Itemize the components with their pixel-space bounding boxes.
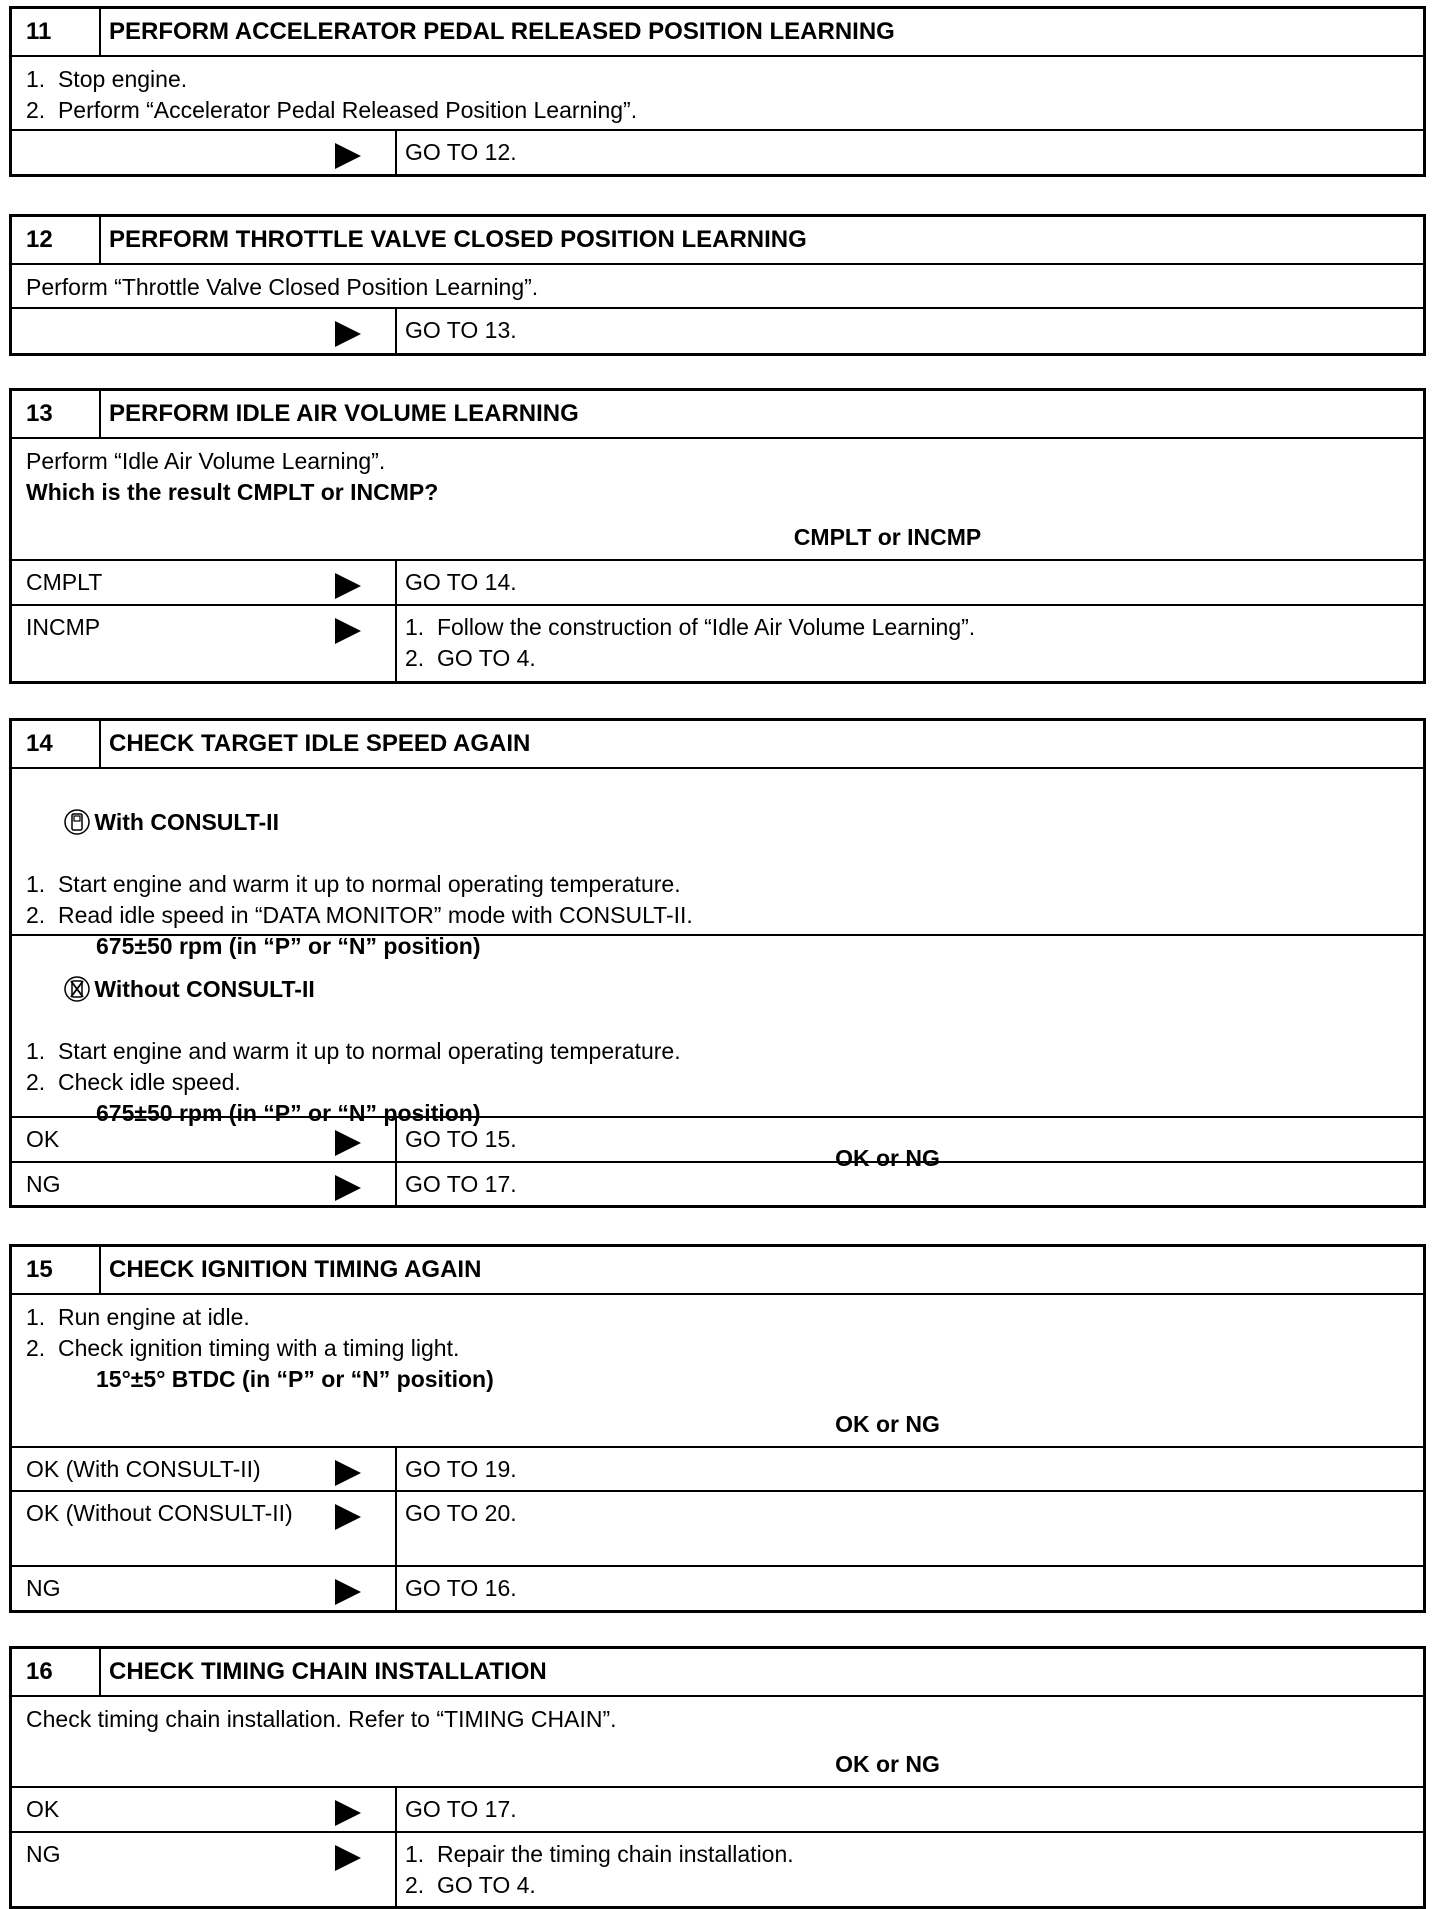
result-condition <box>12 1567 397 1610</box>
result-condition <box>12 309 397 353</box>
right-triangle-arrow-icon <box>335 1800 361 1826</box>
with-consult-label: With CONSULT-II <box>94 809 279 835</box>
right-triangle-arrow-icon <box>335 143 361 169</box>
judgement-label: OK or NG <box>835 1751 940 1777</box>
right-triangle-arrow-icon <box>335 618 361 644</box>
step-14-table <box>9 718 1426 1208</box>
result-row <box>12 1786 1423 1831</box>
spec-value: 675±50 rpm (in “P” or “N” position) <box>96 1100 481 1126</box>
result-row <box>12 1161 1423 1205</box>
result-row <box>12 1490 1423 1565</box>
step-number: 16 <box>12 1649 101 1695</box>
goto-link[interactable]: GO TO 13. <box>405 317 517 343</box>
step-11-table <box>9 6 1426 177</box>
question-text: Which is the result CMPLT or INCMP? <box>26 479 439 505</box>
right-triangle-arrow-icon <box>335 1130 361 1156</box>
step-header <box>12 1649 1423 1695</box>
instruction-line: Check timing chain installation. Refer to “TIMING CHAIN”. <box>26 1706 617 1732</box>
result-condition <box>12 131 397 174</box>
step-12-table <box>9 214 1426 356</box>
step-body <box>12 263 1423 307</box>
result-action <box>397 309 1423 353</box>
goto-link[interactable]: GO TO 19. <box>405 1456 517 1482</box>
result-action <box>397 1492 1423 1565</box>
goto-link[interactable]: GO TO 16. <box>405 1575 517 1601</box>
with-consult-heading <box>26 776 1409 869</box>
instruction-line: 1. Start engine and warm it up to normal operating temperature. <box>26 1038 681 1064</box>
step-body <box>12 1293 1423 1446</box>
result-action <box>397 1567 1423 1610</box>
result-row <box>12 1831 1423 1906</box>
result-row <box>12 1116 1423 1161</box>
result-action <box>397 1118 1423 1161</box>
result-row <box>12 129 1423 174</box>
result-condition <box>12 1833 397 1906</box>
result-row <box>12 559 1423 604</box>
instruction-line: 2. Check ignition timing with a timing light. <box>26 1335 460 1361</box>
step-13-table <box>9 388 1426 684</box>
goto-link[interactable]: 2. GO TO 4. <box>405 645 536 671</box>
instruction-line: 1. Start engine and warm it up to normal operating temperature. <box>26 871 681 897</box>
step-15-table <box>9 1244 1426 1613</box>
result-label: OK (With CONSULT-II) <box>26 1456 261 1482</box>
result-label: NG <box>26 1171 61 1197</box>
instruction-line: 1. Stop engine. <box>26 66 188 92</box>
step-header <box>12 217 1423 263</box>
right-triangle-arrow-icon <box>335 1845 361 1871</box>
step-body <box>12 437 1423 559</box>
with-consult-section <box>12 767 1423 959</box>
step-title: CHECK TARGET IDLE SPEED AGAIN <box>109 730 531 757</box>
judgement-label: OK or NG <box>835 1145 940 1171</box>
right-triangle-arrow-icon <box>335 1504 361 1530</box>
step-header <box>12 391 1423 437</box>
result-label: NG <box>26 1841 61 1867</box>
result-action <box>397 1448 1423 1490</box>
instruction-line: 2. Check idle speed. <box>26 1069 241 1095</box>
result-condition <box>12 1448 397 1490</box>
instruction-line: Perform “Throttle Valve Closed Position Learning”. <box>26 274 539 300</box>
result-row <box>12 604 1423 681</box>
step-body <box>12 1695 1423 1786</box>
right-triangle-arrow-icon <box>335 321 361 347</box>
step-16-table <box>9 1646 1426 1909</box>
result-action <box>397 606 1423 681</box>
action-line: 1. Repair the timing chain installation. <box>405 1841 794 1867</box>
no-consult-device-icon <box>64 976 90 1002</box>
result-row <box>12 1446 1423 1490</box>
result-condition <box>12 1788 397 1831</box>
step-number: 11 <box>12 9 101 55</box>
step-header <box>12 721 1423 767</box>
goto-link[interactable]: GO TO 12. <box>405 139 517 165</box>
without-consult-label: Without CONSULT-II <box>94 976 315 1002</box>
action-line: 1. Follow the construction of “Idle Air Volume Learning”. <box>405 614 976 640</box>
result-action <box>397 1163 1423 1205</box>
result-condition <box>12 606 397 681</box>
result-row <box>12 307 1423 353</box>
goto-link[interactable]: GO TO 17. <box>405 1171 517 1197</box>
result-condition <box>12 1163 397 1205</box>
right-triangle-arrow-icon <box>335 1579 361 1605</box>
result-action <box>397 561 1423 604</box>
result-row <box>12 1565 1423 1610</box>
instruction-line: Perform “Idle Air Volume Learning”. <box>26 448 386 474</box>
step-title: PERFORM IDLE AIR VOLUME LEARNING <box>109 400 579 427</box>
judgement-label: OK or NG <box>835 1411 940 1437</box>
result-label: NG <box>26 1575 61 1601</box>
step-title: PERFORM THROTTLE VALVE CLOSED POSITION LEARNING <box>109 226 807 253</box>
spec-value: 15°±5° BTDC (in “P” or “N” position) <box>96 1366 494 1392</box>
step-body <box>12 55 1423 129</box>
judgement-label: CMPLT or INCMP <box>793 524 982 550</box>
consult-device-icon <box>64 809 90 835</box>
step-title: PERFORM ACCELERATOR PEDAL RELEASED POSITION LEARNING <box>109 18 895 45</box>
result-label: OK <box>26 1796 60 1822</box>
step-title: CHECK IGNITION TIMING AGAIN <box>109 1256 482 1283</box>
step-header <box>12 9 1423 55</box>
step-number: 13 <box>12 391 101 437</box>
result-condition <box>12 1118 397 1161</box>
result-label: OK <box>26 1126 60 1152</box>
step-number: 12 <box>12 217 101 263</box>
goto-link[interactable]: GO TO 20. <box>405 1500 517 1526</box>
result-action <box>397 1788 1423 1831</box>
right-triangle-arrow-icon <box>335 573 361 599</box>
step-title: CHECK TIMING CHAIN INSTALLATION <box>109 1658 547 1685</box>
step-header <box>12 1247 1423 1293</box>
without-consult-heading <box>26 943 1409 1036</box>
goto-link[interactable]: GO TO 14. <box>405 569 517 595</box>
result-label: OK (Without CONSULT-II) <box>26 1500 293 1526</box>
result-condition <box>12 1492 397 1565</box>
goto-link[interactable]: GO TO 17. <box>405 1796 517 1822</box>
result-condition <box>12 561 397 604</box>
step-number: 14 <box>12 721 101 767</box>
spec-value: 675±50 rpm (in “P” or “N” position) <box>96 933 481 959</box>
goto-link[interactable]: GO TO 15. <box>405 1126 517 1152</box>
result-label: INCMP <box>26 614 101 640</box>
result-label: CMPLT <box>26 569 103 595</box>
result-action <box>397 1833 1423 1906</box>
instruction-line: 1. Run engine at idle. <box>26 1304 250 1330</box>
instruction-line: 2. Perform “Accelerator Pedal Released Position Learning”. <box>26 97 638 123</box>
result-action <box>397 131 1423 174</box>
right-triangle-arrow-icon <box>335 1175 361 1201</box>
right-triangle-arrow-icon <box>335 1460 361 1486</box>
instruction-line: 2. Read idle speed in “DATA MONITOR” mode with CONSULT-II. <box>26 902 693 928</box>
step-number: 15 <box>12 1247 101 1293</box>
goto-link[interactable]: 2. GO TO 4. <box>405 1872 536 1898</box>
